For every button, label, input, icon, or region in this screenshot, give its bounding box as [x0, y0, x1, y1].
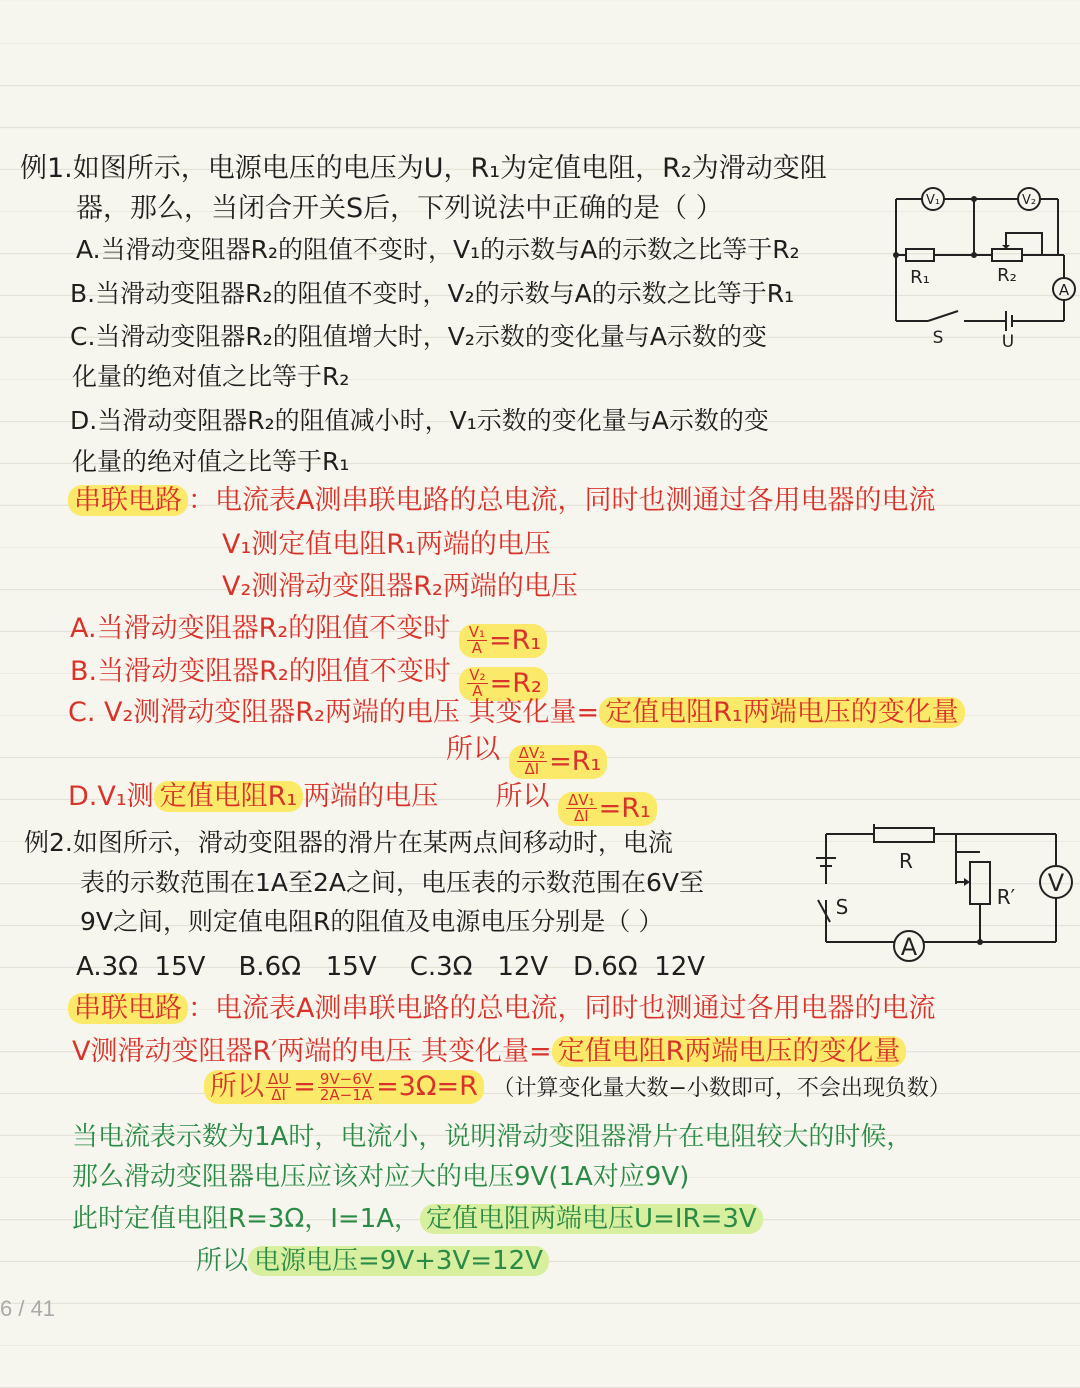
ex2-calc-den1: ΔI [271, 1085, 286, 1104]
ex2-calc-num1: ΔU [268, 1069, 290, 1088]
ex1-circuit-diagram [888, 183, 1078, 355]
ex2-green-line1: 当电流表示数为1A时，电流小，说明滑动变阻器滑片在电阻较大的时候， [72, 1122, 913, 1152]
ex2-green-line4 [196, 1244, 549, 1278]
ex2-solution-v-text: V测滑动变阻器R′两端的电压 其变化量= [72, 1036, 552, 1067]
ex1-solution-d-text2: 两端的电压 [303, 781, 439, 812]
ex1-series-text: ：电流表A测串联电路的总电流，同时也测通过各用电器的电流 [188, 485, 936, 516]
ex2-green-line3-text: 此时定值电阻R=3Ω，I=1A， [72, 1204, 421, 1234]
ex2-ammeter-label: A [900, 933, 918, 961]
ex1-option-a: A.当滑动变阻器R₂的阻值不变时，V₁的示数与A的示数之比等于R₂ [76, 235, 800, 264]
ex2-green-line4-text: 所以 [196, 1246, 249, 1276]
ex2-switch-label: S [835, 895, 849, 919]
ex2-rprime-label: R′ [996, 885, 1016, 909]
ex1-option-d-line2: 化量的绝对值之比等于R₁ [72, 447, 350, 476]
ex1-solution-a-formula [459, 624, 548, 658]
ex1-switch-label: S [932, 328, 944, 348]
ex2-solution-calc-so: 所以 [210, 1071, 264, 1102]
ex1-source-label: U [1001, 332, 1015, 352]
ex1-solution-b-den: A [472, 682, 483, 700]
ex2-series-explanation [68, 992, 935, 1026]
ex1-question-line1: 例1.如图所示，电源电压的电压为U，R₁为定值电阻，R₂为滑动变阻 [20, 153, 827, 184]
ex1-series-label: 串联电路 [68, 485, 188, 516]
ex1-solution-a-rhs: =R₁ [489, 624, 542, 656]
ex2-solution-v [72, 1035, 906, 1069]
ex2-question-line2: 表的示数范围在1A至2A之间，电压表的示数范围在6V至 [80, 868, 705, 897]
ex1-solution-c-num: ΔV₂ [518, 744, 546, 762]
ex2-solution-calc [204, 1070, 951, 1106]
ex2-solution-calc-formula: 所以 $\frac{\Delta U}{\Delta I}$ = $\frac{9V-6V}{2A-1A}$ =3Ω=R [204, 1070, 484, 1104]
ex1-solution-d-den: ΔI [573, 807, 589, 825]
ex1-solution-b-rhs: =R₂ [489, 667, 542, 699]
ex1-r2-label: R₂ [997, 265, 1017, 286]
ex1-option-b: B.当滑动变阻器R₂的阻值不变时，V₂的示数与A的示数之比等于R₁ [70, 279, 795, 308]
ex1-solution-d-so: 所以 [495, 781, 550, 812]
ex1-solution-d [68, 780, 657, 826]
ex2-calc-note: （计算变化量大数−小数即可，不会出现负数） [492, 1076, 951, 1101]
ex1-question-line2: 器，那么，当闭合开关S后，下列说法中正确的是（ ） [76, 193, 723, 224]
ex1-solution-b [70, 655, 548, 701]
ex2-calc-den2: 2A−1A [319, 1085, 373, 1104]
ex1-solution-c-formula [509, 745, 608, 779]
ex2-question-line3: 9V之间，则定值电阻R的阻值及电源电压分别是（ ） [80, 907, 664, 936]
ex1-solution-d-num: ΔV₁ [568, 791, 595, 809]
ex2-question-line1: 例2.如图所示，滑动变阻器的滑片在某两点间移动时，电流 [24, 828, 673, 857]
page-counter: 6 / 41 [0, 1296, 56, 1321]
ex1-solution-a-num: V₁ [468, 623, 486, 641]
ex1-option-c-line2: 化量的绝对值之比等于R₂ [72, 362, 350, 391]
ex2-calc-num2: 9V−6V [319, 1069, 373, 1088]
ex2-green-line4-highlight: 电源电压=9V+3V=12V [248, 1246, 549, 1276]
ex1-solution-a-text: A.当滑动变阻器R₂的阻值不变时 [70, 613, 451, 644]
ex1-solution-v1: V₁测定值电阻R₁两端的电压 [222, 529, 551, 560]
ex2-green-line3 [72, 1202, 763, 1236]
ex1-solution-a-den: A [471, 639, 483, 657]
ex1-solution-c-rhs: =R₁ [549, 745, 602, 777]
ex1-solution-a [70, 612, 547, 658]
ex1-ammeter-label: A [1058, 281, 1070, 299]
ex1-solution-d-text1: D.V₁测 [68, 781, 154, 812]
ex1-solution-c-text: C. V₂测滑动变阻器R₂两端的电压 其变化量= [68, 697, 600, 728]
ex1-option-d-line1: D.当滑动变阻器R₂的阻值减小时，V₁示数的变化量与A示数的变 [70, 406, 769, 435]
ex2-series-label: 串联电路 [68, 993, 188, 1024]
ex1-v2-label: V₂ [1021, 193, 1037, 208]
ex1-option-c-line1: C.当滑动变阻器R₂的阻值增大时，V₂示数的变化量与A示数的变 [70, 322, 768, 351]
ex1-solution-b-num: V₂ [469, 666, 486, 684]
ex1-r1-label: R₁ [910, 267, 930, 288]
ex2-r-label: R [899, 849, 913, 873]
ex1-v1-label: V₁ [925, 193, 941, 208]
ex2-green-line2: 那么滑动变阻器电压应该对应大的电压9V(1A对应9V) [72, 1162, 690, 1192]
ex1-solution-d-formula [558, 792, 657, 826]
ex2-solution-v-highlight: 定值电阻R两端电压的变化量 [552, 1036, 907, 1067]
ex1-solution-c-so: 所以 [446, 734, 500, 765]
ex2-green-line3-highlight: 定值电阻两端电压U=IR=3V [420, 1204, 763, 1234]
ex1-solution-d-highlight: 定值电阻R₁ [154, 781, 304, 812]
ex2-calc-rhs: =3Ω=R [376, 1071, 478, 1102]
ex1-solution-v2: V₂测滑动变阻器R₂两端的电压 [222, 571, 578, 602]
ex2-options: A.3Ω 15V B.6Ω 15V C.3Ω 12V D.6Ω 12V [76, 952, 706, 982]
ex1-series-explanation [68, 484, 935, 518]
ex1-solution-d-rhs: =R₁ [598, 792, 651, 824]
ex1-solution-b-text: B.当滑动变阻器R₂的阻值不变时 [70, 656, 451, 687]
ex1-solution-c [68, 696, 965, 730]
ex2-voltmeter-label: V [1047, 869, 1065, 897]
ex1-solution-c-result [446, 733, 607, 779]
ex1-solution-c-den: ΔI [524, 760, 540, 778]
ex1-solution-c-highlight: 定值电阻R₁两端电压的变化量 [599, 697, 965, 728]
ex2-series-text: ：电流表A测串联电路的总电流，同时也测通过各用电器的电流 [188, 993, 936, 1024]
ex2-circuit-diagram [808, 822, 1080, 972]
